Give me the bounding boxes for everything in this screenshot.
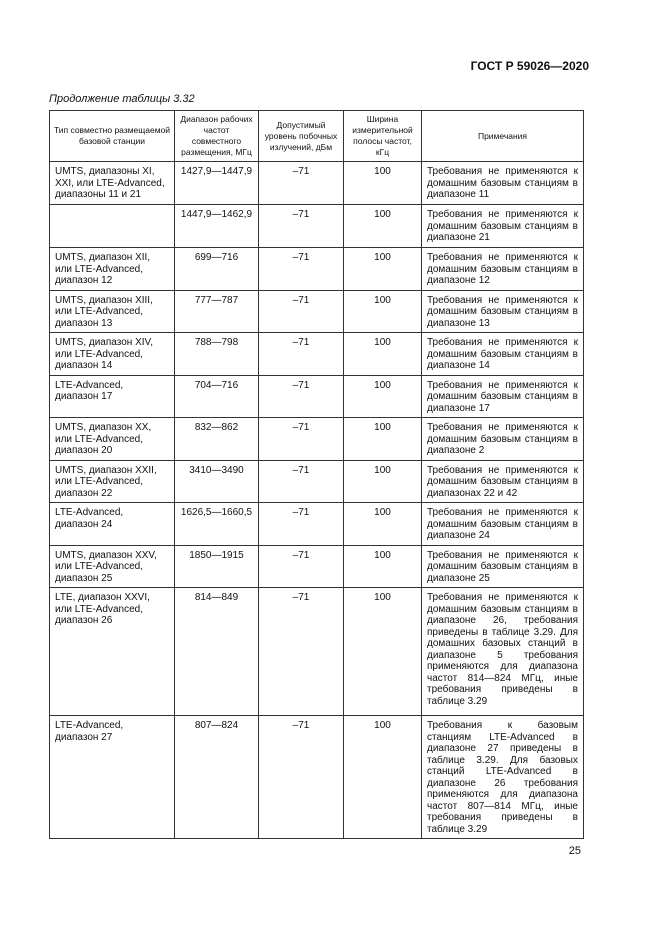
table-row — [50, 545, 584, 588]
cell-level: –71 — [259, 333, 344, 376]
cell-range: 3410—3490 — [175, 460, 259, 503]
cell-bandwidth: 100 — [344, 205, 422, 248]
column-header-notes: Примечания — [422, 111, 584, 162]
cell-range: 1626,5—1660,5 — [175, 503, 259, 546]
cell-note: Требования не применяются к домашним базовым станциям в диапазоне 24 — [422, 503, 584, 546]
cell-range: 832—862 — [175, 418, 259, 461]
cell-note: Требования не применяются к домашним базовым станциям в диапазоне 21 — [422, 205, 584, 248]
cell-range: 807—824 — [175, 716, 259, 839]
cell-note: Требования к базовым станциям LTE-Advanced в диапазоне 27 приведены в таблице 3.29. Для базовых станций LTE-Advanced в диапазоне 26 требования применяются для диапазона частот 807—814 МГц, иные требования приведены в таблице 3.29 — [422, 716, 584, 839]
cell-note: Требования не применяются к домашним базовым станциям в диапазоне 11 — [422, 162, 584, 205]
cell-note: Требования не применяются к домашним базовым станциям в диапазоне 2 — [422, 418, 584, 461]
table-row — [50, 205, 584, 248]
table-row — [50, 290, 584, 333]
cell-level: –71 — [259, 205, 344, 248]
cell-note: Требования не применяются к домашним базовым станциям в диапазоне 25 — [422, 545, 584, 588]
cell-bandwidth: 100 — [344, 290, 422, 333]
cell-type: LTE-Advanced, диапазон 17 — [50, 375, 175, 418]
cell-range: 699—716 — [175, 248, 259, 291]
cell-bandwidth: 100 — [344, 503, 422, 546]
cell-level: –71 — [259, 162, 344, 205]
table-row — [50, 716, 584, 839]
cell-level: –71 — [259, 375, 344, 418]
cell-range: 788—798 — [175, 333, 259, 376]
cell-range: 777—787 — [175, 290, 259, 333]
cell-type: UMTS, диапазон XXV, или LTE-Advanced, диапазон 25 — [50, 545, 175, 588]
cell-type — [50, 205, 175, 248]
cell-type: LTE-Advanced, диапазон 24 — [50, 503, 175, 546]
page-number: 25 — [568, 845, 581, 857]
table-continuation-caption: Продолжение таблицы 3.32 — [49, 93, 195, 105]
table-row — [50, 418, 584, 461]
cell-note: Требования не применяются к домашним базовым станциям в диапазоне 14 — [422, 333, 584, 376]
cell-type: UMTS, диапазон XXII, или LTE-Advanced, диапазон 22 — [50, 460, 175, 503]
spurious-emissions-table — [49, 110, 584, 839]
cell-bandwidth: 100 — [344, 375, 422, 418]
cell-level: –71 — [259, 503, 344, 546]
cell-bandwidth: 100 — [344, 716, 422, 839]
cell-level: –71 — [259, 545, 344, 588]
cell-type: LTE-Advanced, диапазон 27 — [50, 716, 175, 839]
cell-level: –71 — [259, 588, 344, 716]
table-row — [50, 375, 584, 418]
cell-bandwidth: 100 — [344, 248, 422, 291]
cell-level: –71 — [259, 460, 344, 503]
cell-range: 1850—1915 — [175, 545, 259, 588]
table-row — [50, 248, 584, 291]
document-code: ГОСТ Р 59026—2020 — [470, 59, 589, 73]
cell-range: 814—849 — [175, 588, 259, 716]
column-header-level: Допустимый уровень побочных излучений, дБм — [259, 111, 344, 162]
cell-note: Требования не применяются к домашним базовым станциям в диапазонах 22 и 42 — [422, 460, 584, 503]
cell-bandwidth: 100 — [344, 545, 422, 588]
cell-bandwidth: 100 — [344, 418, 422, 461]
table-row — [50, 162, 584, 205]
cell-note: Требования не применяются к домашним базовым станциям в диапазоне 12 — [422, 248, 584, 291]
cell-note: Требования не применяются к домашним базовым станциям в диапазоне 17 — [422, 375, 584, 418]
cell-bandwidth: 100 — [344, 588, 422, 716]
cell-type: UMTS, диапазоны XI, XXI, или LTE-Advanced, диапазоны 11 и 21 — [50, 162, 175, 205]
table-row — [50, 503, 584, 546]
cell-type: UMTS, диапазон XIV, или LTE-Advanced, диапазон 14 — [50, 333, 175, 376]
cell-level: –71 — [259, 716, 344, 839]
cell-range: 704—716 — [175, 375, 259, 418]
cell-note: Требования не применяются к домашним базовым станциям в диапазоне 26, требования приведены в таблице 3.29. Для домашних базовых станций в диапазоне 5 требования применяются для диапазона частот 814—824 МГц, иные требования приведены в таблице 3.29 — [422, 588, 584, 716]
cell-note: Требования не применяются к домашним базовым станциям в диапазоне 13 — [422, 290, 584, 333]
column-header-bandwidth: Ширина измерительной полосы частот, кГц — [344, 111, 422, 162]
cell-bandwidth: 100 — [344, 460, 422, 503]
cell-type: UMTS, диапазон XIII, или LTE-Advanced, диапазон 13 — [50, 290, 175, 333]
cell-level: –71 — [259, 290, 344, 333]
cell-level: –71 — [259, 248, 344, 291]
table-row — [50, 588, 584, 716]
table-row — [50, 333, 584, 376]
cell-type: UMTS, диапазон XII, или LTE-Advanced, диапазон 12 — [50, 248, 175, 291]
table-header-row — [50, 111, 584, 162]
cell-type: LTE, диапазон XXVI, или LTE-Advanced, диапазон 26 — [50, 588, 175, 716]
cell-range: 1427,9—1447,9 — [175, 162, 259, 205]
column-header-type: Тип совместно размещаемой базовой станции — [50, 111, 175, 162]
cell-bandwidth: 100 — [344, 162, 422, 205]
cell-level: –71 — [259, 418, 344, 461]
table-row — [50, 460, 584, 503]
cell-range: 1447,9—1462,9 — [175, 205, 259, 248]
column-header-range: Диапазон рабочих частот совместного размещения, МГц — [175, 111, 259, 162]
cell-bandwidth: 100 — [344, 333, 422, 376]
cell-type: UMTS, диапазон XX, или LTE-Advanced, диапазон 20 — [50, 418, 175, 461]
